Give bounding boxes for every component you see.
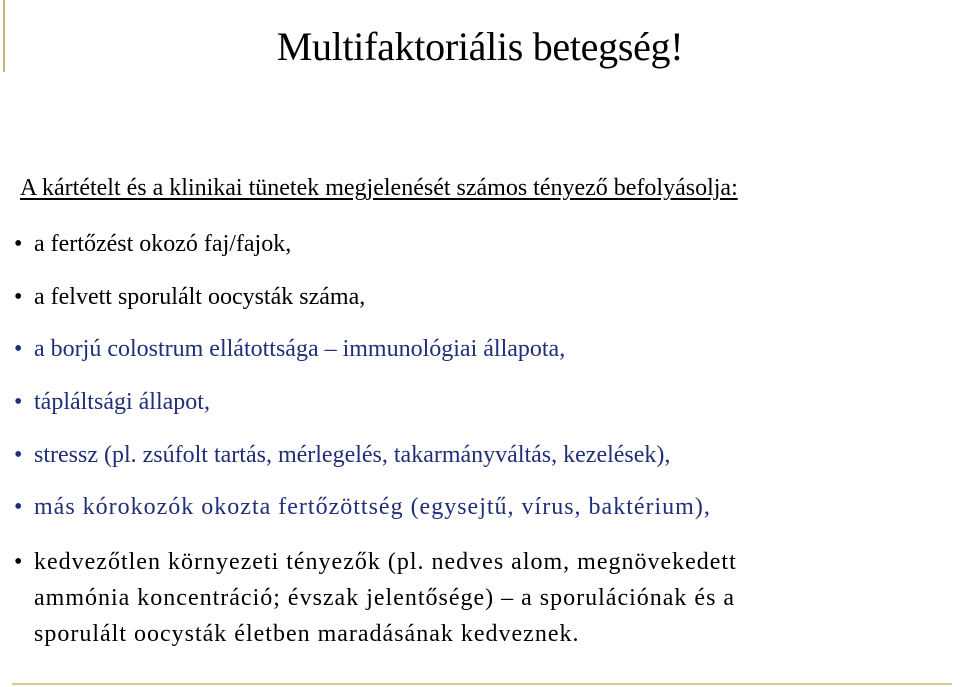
bullet-dot-icon: • xyxy=(14,494,24,520)
bullet-item xyxy=(14,281,365,313)
bottom-accent-rule xyxy=(12,683,952,685)
bullet-dot-icon: • xyxy=(14,231,23,257)
bullet-line xyxy=(14,544,914,580)
bullet-text: a borjú colostrum ellátottsága – immunológiai állapota, xyxy=(34,336,566,362)
bullet-line: ammónia koncentráció; évszak jelentősége) – a sporulációnak és a xyxy=(34,585,736,611)
bullet-dot-icon: • xyxy=(14,389,23,415)
bullet-dot-icon: • xyxy=(14,336,23,362)
bullet-text: más kórokozók okozta fertőzöttség (egysejtű, vírus, baktérium), xyxy=(34,494,711,520)
bullet-item xyxy=(14,491,711,523)
bullet-text: a felvett sporulált oocysták száma, xyxy=(34,284,366,310)
bullet-item xyxy=(14,439,670,471)
slide-title: Multifaktoriális betegség! xyxy=(276,24,684,69)
bullet-text: kedvezőtlen környezeti tényezők (pl. nedves alom, megnövekedett xyxy=(34,549,737,575)
bullet-text: tápláltsági állapot, xyxy=(34,389,210,415)
bullet-item xyxy=(14,228,291,260)
bullet-line: sporulált oocysták életben maradásának kedveznek. xyxy=(34,621,580,647)
bullet-item xyxy=(14,386,210,418)
bullet-text: a fertőzést okozó faj/fajok, xyxy=(34,231,292,257)
bullet-dot-icon: • xyxy=(14,284,23,310)
bullet-item xyxy=(14,333,565,365)
bullet-text: stressz (pl. zsúfolt tartás, mérlegelés, takarmányváltás, kezelések), xyxy=(34,442,671,468)
bullet-dot-icon: • xyxy=(14,549,24,575)
intro-text: A kártételt és a klinikai tünetek megjelenését számos tényező befolyásolja: xyxy=(20,175,738,201)
bullet-item-multiline xyxy=(14,544,914,652)
bullet-dot-icon: • xyxy=(14,442,23,468)
